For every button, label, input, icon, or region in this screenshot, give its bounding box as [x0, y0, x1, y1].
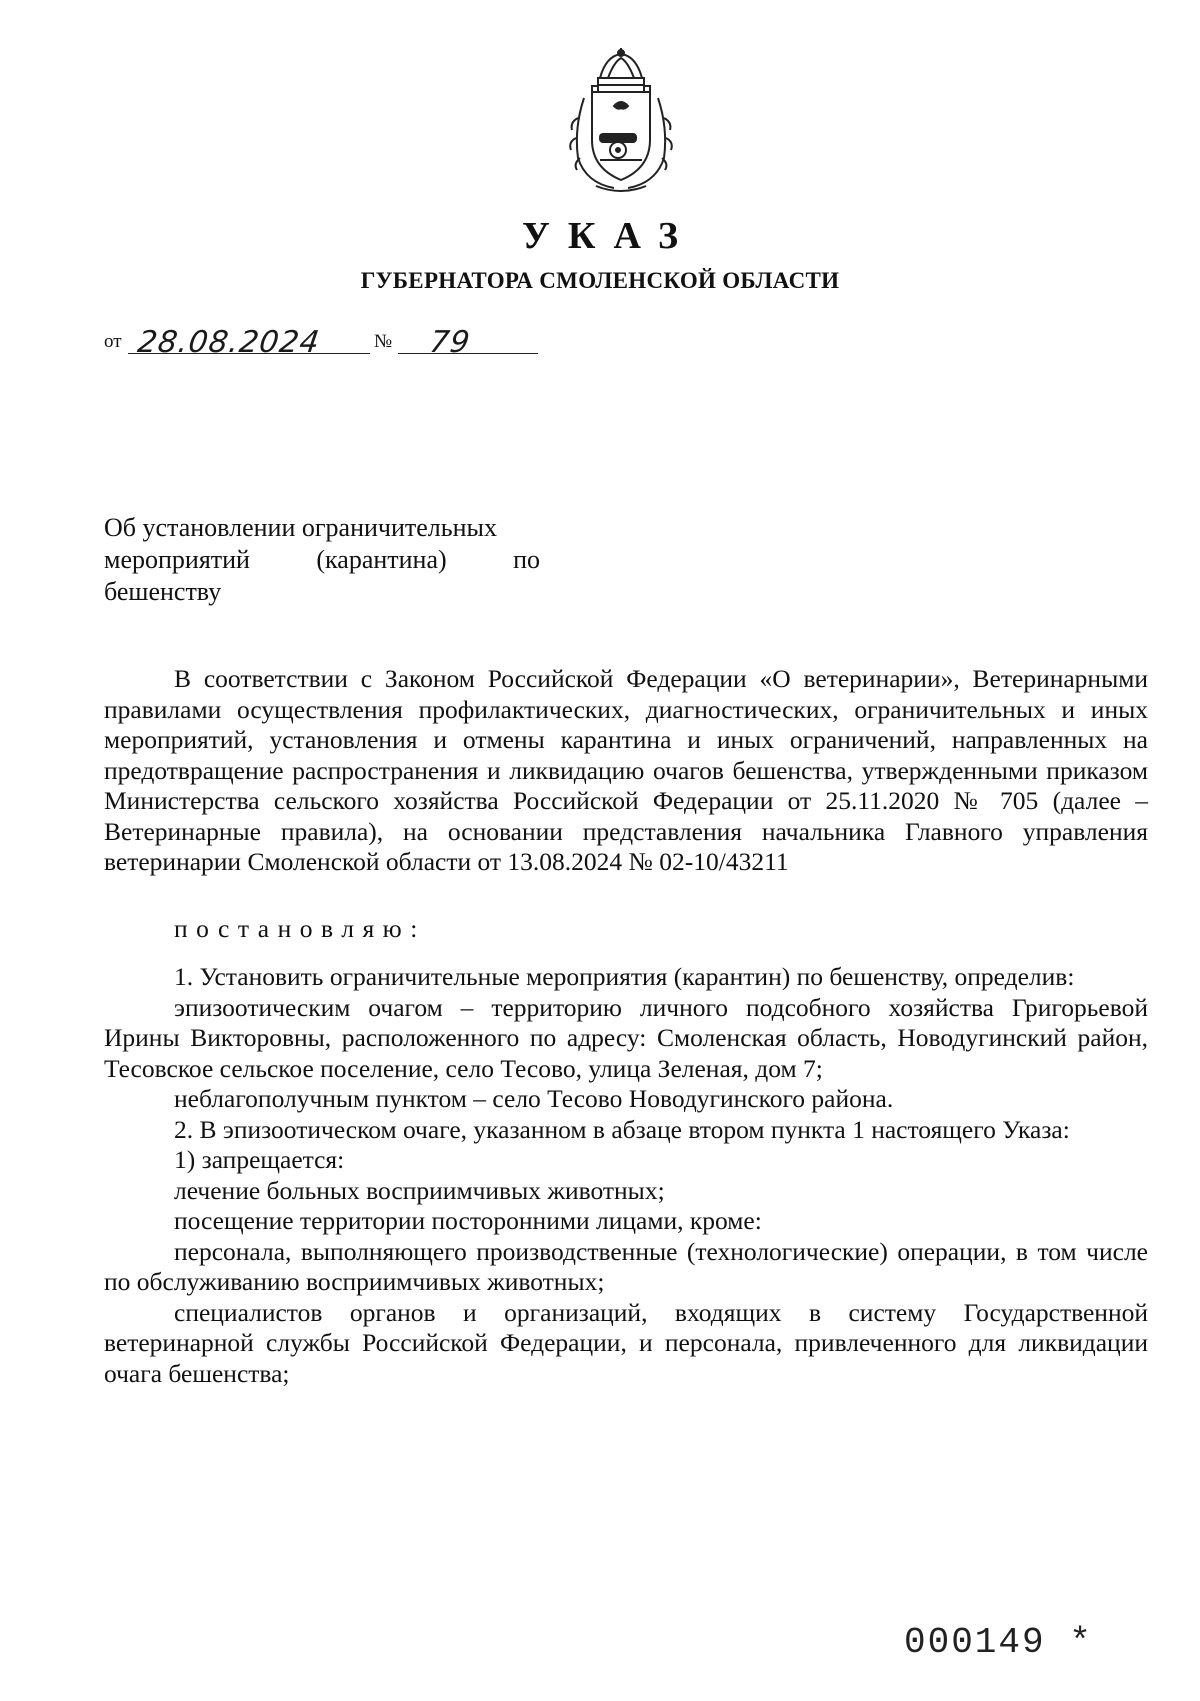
paragraph-2-1d: специалистов органов и организаций, входящих в систему Государственной ветеринарной службы Российской Федерации, и персонала, привлеченного для ликвидации очага бешенства; — [104, 1297, 1148, 1388]
paragraph-2-1a: лечение больных восприимчивых животных; — [174, 1175, 665, 1205]
subject-line: мероприятий (карантина) по — [104, 545, 540, 574]
paragraph-1a: эпизоотическим очагом – территорию личного подсобного хозяйства Григорьевой Ирины Викторовны, расположенного по адресу: Смоленская область, Новодугинский район, Тесовское сельское поселение, село Тесово, улица Зеленая, дом 7; — [104, 992, 1148, 1083]
document-title: УКАЗ — [522, 215, 696, 257]
paragraph-1b: неблагополучным пунктом – село Тесово Новодугинского района. — [174, 1084, 894, 1113]
subject-line: бешенству — [104, 577, 222, 606]
number-label: № — [374, 331, 393, 352]
date-number-line — [104, 318, 544, 362]
document-subtitle: ГУБЕРНАТОРА СМОЛЕНСКОЙ ОБЛАСТИ — [360, 268, 840, 293]
resolve-word: постановляю: — [174, 913, 426, 943]
number-value: 79 — [427, 325, 473, 360]
date-value: 28.08.2024 — [135, 325, 323, 360]
serial-number: 000149 * — [904, 1622, 1093, 1663]
subject-line: Об установлении ограничительных — [104, 513, 498, 542]
paragraph-2-1: 1) запрещается: — [174, 1145, 345, 1174]
paragraph-2-1c: персонала, выполняющего производственные (технологические) операции, в том числе по обслуживанию восприимчивых животных; — [104, 1236, 1148, 1296]
preamble-paragraph: В соответствии с Законом Российской Федерации «О ветеринарии», Ветеринарными правилами осуществления профилактических, диагностических, ограничительных и иных мероприятий, установления и отмены карантина и иных ограничений, направленных на предотвращение распространения и ликвидацию очагов бешенства, утвержденными приказом Министерства сельского хозяйства Российской Федерации от 25.11.2020 № 705 (далее – Ветеринарные правила), на основании представления начальника Главного управления ветеринарии Смоленской области от 13.08.2024 № 02-10/43211 — [104, 664, 1148, 876]
decree-subject — [104, 512, 540, 608]
paragraph-2: 2. В эпизоотическом очаге, указанном в абзаце втором пункта 1 настоящего Указа: — [174, 1114, 1070, 1144]
paragraph-2-1b: посещение территории посторонними лицами, кроме: — [174, 1206, 762, 1235]
date-label: от — [104, 331, 122, 352]
decree-body — [104, 664, 1148, 1389]
smolensk-coat-of-arms-icon — [556, 48, 686, 198]
paragraph-1: 1. Установить ограничительные мероприятия (карантин) по бешенству, определив: — [174, 962, 1075, 991]
